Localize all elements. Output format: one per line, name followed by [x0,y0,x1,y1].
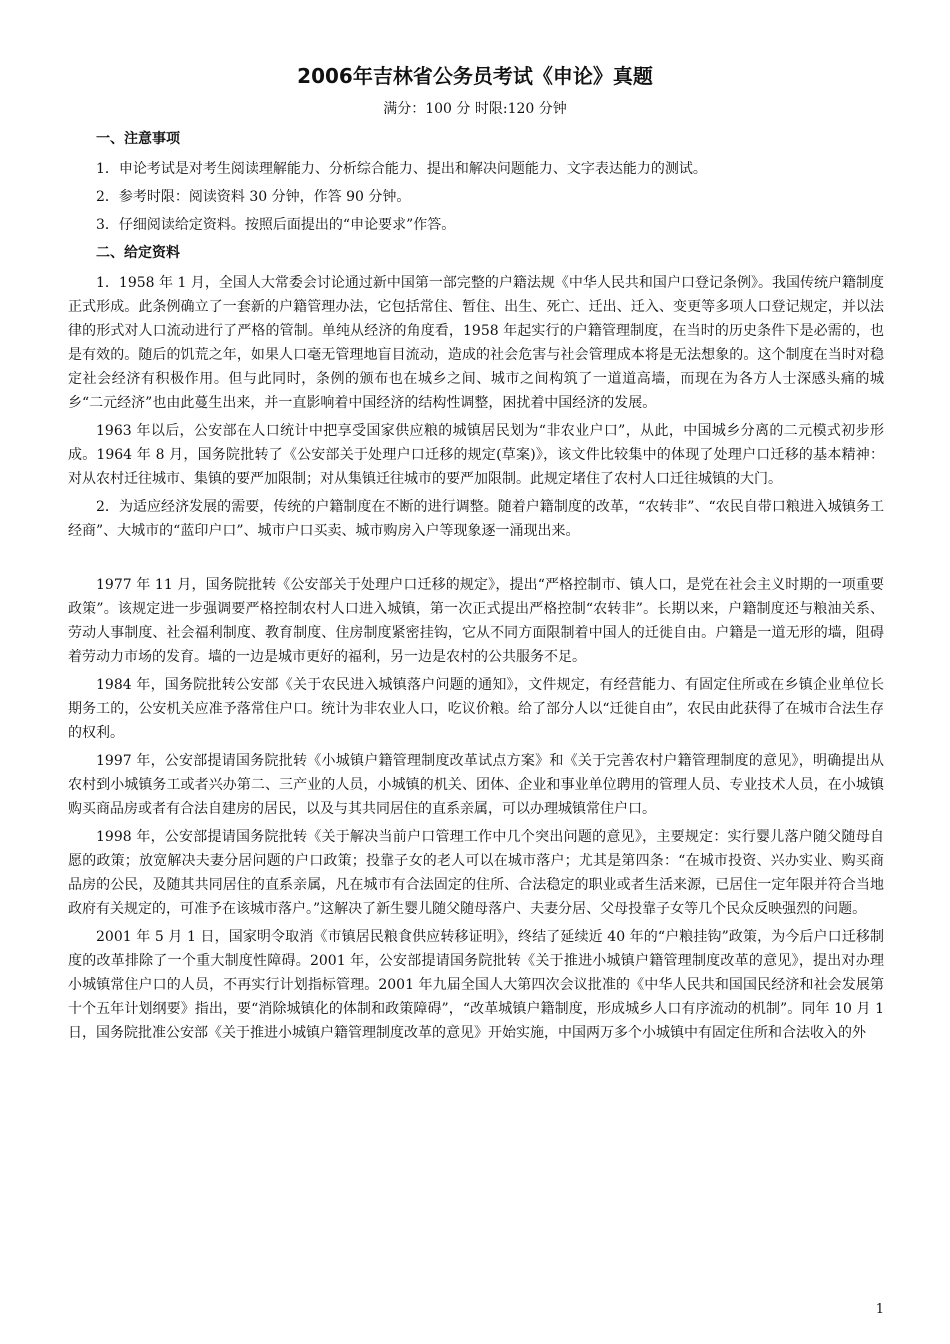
notice-item: 3．仔细阅读给定资料。按照后面提出的“申论要求”作答。 [96,217,456,233]
notice-item: 1．申论考试是对考生阅读理解能力、分析综合能力、提出和解决问题能力、文字表达能力的测试。 [96,161,707,177]
material-paragraph: 2001 年 5 月 1 日，国家明令取消《市镇居民粮食供应转移证明》，终结了延续近 40 年的“户粮挂钩”政策，为今后户口迁移制度的改革排除了一个重大制度性障碍。2001 年，公安部提请国务院批转《关于推进小城镇户籍管理制度改革的意见》，提出对办理小城镇常住户口的人员，不再实行计划指标管理。2001 年九届全国人大第四次会议批准的《中华人民共和国国民经济和社会发展第十个五年计划纲要》指出，要“消除城镇化的体制和政策障碍”，“改革城镇户籍制度，形成城乡人口有序流动的机制”。同年 10 月 1 日，国务院批准公安部《关于推进小城镇户籍管理制度改革的意见》开始实施，中国两万多个小城镇中有固定住所和合法收入的外 [68,929,884,1041]
material-paragraph: 1997 年，公安部提请国务院批转《小城镇户籍管理制度改革试点方案》和《关于完善农村户籍管理制度的意见》，明确提出从农村到小城镇务工或者兴办第二、三产业的人员，小城镇的机关、团体、企业和事业单位聘用的管理人员、专业技术人员，在小城镇购买商品房或者有合法自建房的居民，以及与其共同居住的直系亲属，可以办理城镇常住户口。 [68,753,884,817]
exam-info: 满分：100 分 时限:120 分钟 [383,101,567,117]
document-body [68,127,884,1049]
notice-item: 2．参考时限：阅读资料 30 分钟，作答 90 分钟。 [96,189,411,205]
section-heading-notes: 一、注意事项 [96,131,180,147]
material-paragraph: 1984 年，国务院批转公安部《关于农民进入城镇落户问题的通知》，文件规定，有经营能力、有固定住所或在乡镇企业单位长期务工的，公安机关应准予落常住户口。统计为非农业人口，吃议价粮。给了部分人以“迁徙自由”，农民由此获得了在城市合法生存的权利。 [68,677,884,741]
material-paragraph: 1998 年，公安部提请国务院批转《关于解决当前户口管理工作中几个突出问题的意见》，主要规定：实行婴儿落户随父随母自愿的政策；放宽解决夫妻分居问题的户口政策；投靠子女的老人可以在城市落户；尤其是第四条：“在城市投资、兴办实业、购买商品房的公民，及随其共同居住的直系亲属，凡在城市有合法固定的住所、合法稳定的职业或者生活来源，已居住一定年限并符合当地政府有关规定的，可准予在该城市落户。”这解决了新生婴儿随父随母落户、夫妻分居、父母投靠子女等几个民众反映强烈的问题。 [68,829,884,917]
section-heading-materials: 二、给定资料 [96,245,180,261]
page-number: 1 [875,1302,884,1317]
material-paragraph: 1．1958 年 1 月，全国人大常委会讨论通过新中国第一部完整的户籍法规《中华人民共和国户口登记条例》。我国传统户籍制度正式形成。此条例确立了一套新的户籍管理办法，它包括常住、暂住、出生、死亡、迁出、迁入、变更等多项人口登记规定，并以法律的形式对人口流动进行了严格的管制。单纯从经济的角度看，1958 年起实行的户籍管理制度，在当时的历史条件下是必需的，也是有效的。随后的饥荒之年，如果人口毫无管理地盲目流动，造成的社会危害与社会管理成本将是无法想象的。这个制度在当时对稳定社会经济有积极作用。但与此同时，条例的颁布也在城乡之间、城市之间构筑了一道道高墙，而现在为各方人士深感头痛的城乡“二元经济”也由此蔓生出来，并一直影响着中国经济的结构性调整，困扰着中国经济的发展。 [68,275,884,411]
material-paragraph: 1977 年 11 月，国务院批转《公安部关于处理户口迁移的规定》，提出“严格控制市、镇人口，是党在社会主义时期的一项重要政策”。该规定进一步强调要严格控制农村人口进入城镇，第一次正式提出严格控制“农转非”。长期以来，户籍制度还与粮油关系、劳动人事制度、社会福利制度、教育制度、住房制度紧密挂钩，它从不同方面限制着中国人的迁徙自由。户籍是一道无形的墙，阻碍着劳动力市场的发育。墙的一边是城市更好的福利，另一边是农村的公共服务不足。 [68,577,884,665]
material-paragraph: 1963 年以后，公安部在人口统计中把享受国家供应粮的城镇居民划为“非农业户口”，从此，中国城乡分离的二元模式初步形成。1964 年 8 月，国务院批转了《公安部关于处理户口迁移的规定(草案)》，该文件比较集中的体现了处理户口迁移的基本精神：对从农村迁往城市、集镇的要严加限制；对从集镇迁往城市的要严加限制。此规定堵住了农村人口迁往城镇的大门。 [68,423,884,487]
document-title: 2006年吉林省公务员考试《申论》真题 [297,64,653,88]
material-paragraph: 2．为适应经济发展的需要，传统的户籍制度在不断的进行调整。随着户籍制度的改革，“农转非”、“农民自带口粮进入城镇务工经商”、大城市的“蓝印户口”、城市户口买卖、城市购房入户等现象逐一涌现出来。 [68,499,884,539]
